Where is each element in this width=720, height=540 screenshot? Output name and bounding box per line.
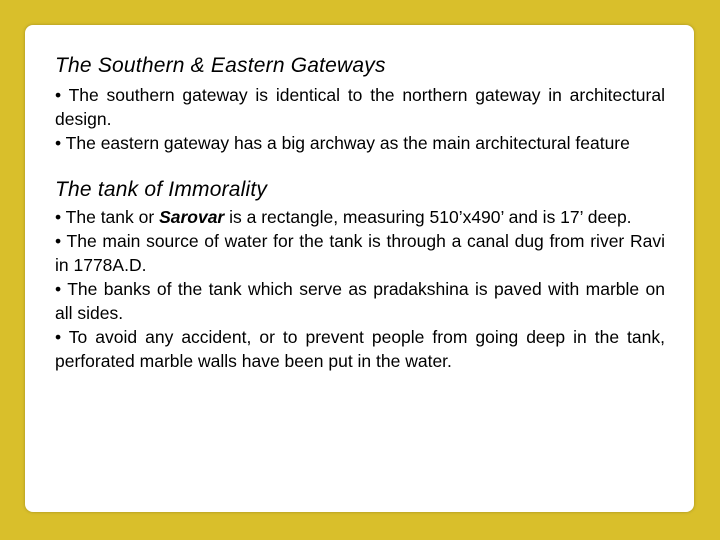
bullet-southern-gateway: • The southern gateway is identical to the northern gateway in architectural design. — [55, 85, 665, 129]
bullet-tank-dimensions-start: • The tank or — [55, 207, 160, 227]
bullet-tank-dimensions-end: is a rectangle, measuring 510’x490’ and is 17’ deep. — [224, 207, 632, 227]
bullet-banks-marble: • The banks of the tank which serve as pradakshina is paved with marble on all sides. — [55, 279, 665, 323]
bullet-marble-walls: • To avoid any accident, or to prevent people from going deep in the tank, perforated marble walls have been put in the water. — [55, 327, 665, 371]
section-tank — [55, 177, 665, 373]
bullet-water-source: • The main source of water for the tank is through a canal dug from river Ravi in 1778A.D. — [55, 231, 665, 275]
section-title-tank: The tank of Immorality — [55, 178, 268, 201]
slide-content — [55, 53, 665, 373]
section-title-gateways: The Southern & Eastern Gateways — [55, 54, 386, 77]
section-gateways — [55, 53, 665, 155]
slide-card — [25, 25, 694, 512]
bullet-tank-dimensions — [55, 205, 665, 229]
bullet-eastern-gateway: • The eastern gateway has a big archway as the main architectural feature — [55, 133, 630, 153]
sarovar-term: Sarovar — [159, 207, 225, 227]
